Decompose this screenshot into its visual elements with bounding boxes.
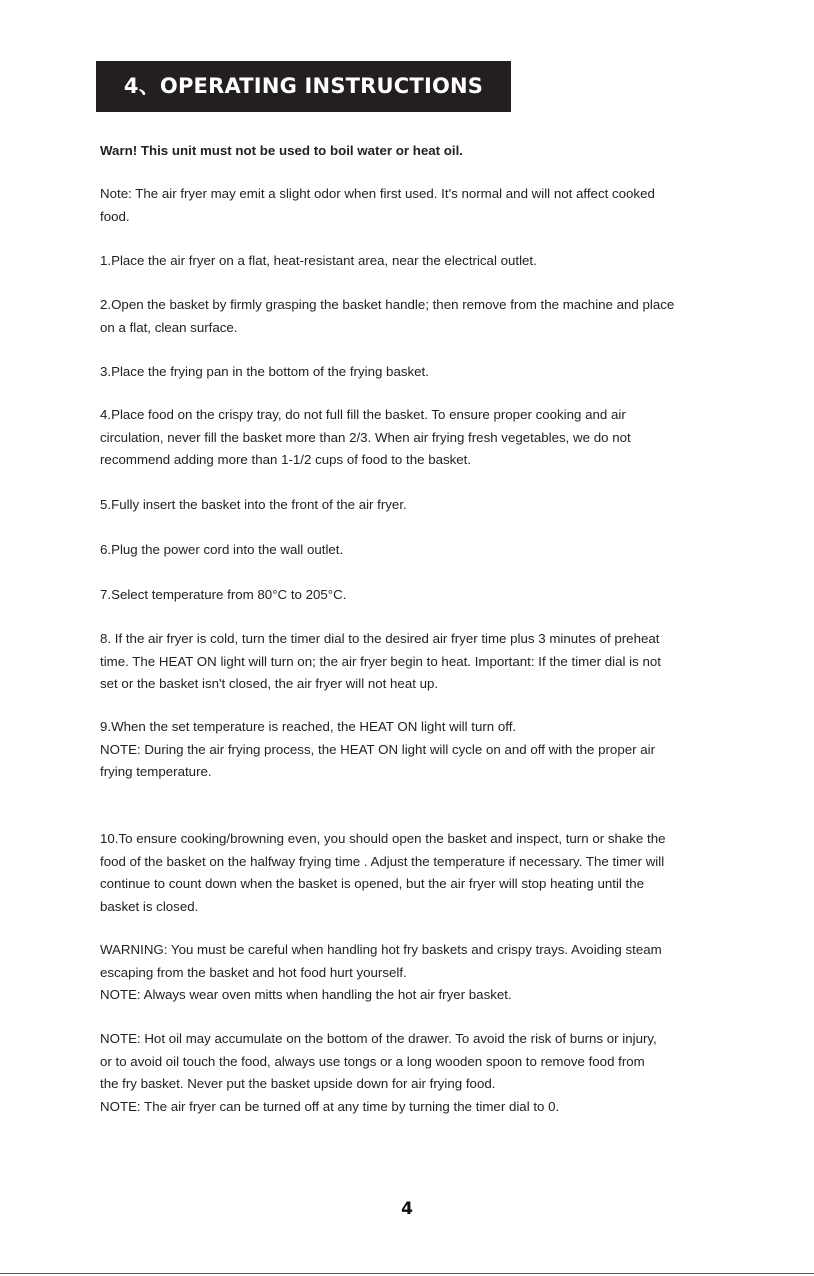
step-8-timer: 8. If the air fryer is cold, turn the timer dial to the desired air fryer time plus 3 minutes of preheat time. The HEAT ON light will turn on; the air fryer begin to heat. Important: If the timer dial is not set or the basket isn't closed, the air fryer will not heat up.	[100, 631, 661, 691]
step-2-open-basket: 2.Open the basket by firmly grasping the basket handle; then remove from the machine and place on a flat, clean surface.	[100, 297, 675, 335]
step-9-heat-on-light: 9.When the set temperature is reached, the HEAT ON light will turn off. NOTE: During the air frying process, the HEAT ON light will cycle on and off with the proper air frying temperature.	[100, 719, 656, 779]
section-title: 4、OPERATING INSTRUCTIONS	[123, 74, 484, 98]
step-4-place-food: 4.Place food on the crispy tray, do not full fill the basket. To ensure proper cooking and air circulation, never fill the basket more than 2/3. When air frying fresh vegetables, we do not recommend adding more than 1-1/2 cups of food to the basket.	[100, 407, 631, 467]
step-7-temperature: 7.Select temperature from 80°C to 205°C.	[100, 587, 347, 602]
step-6-plug-in: 6.Plug the power cord into the wall outlet.	[100, 542, 344, 557]
warning-hot-baskets: WARNING: You must be careful when handling hot fry baskets and crispy trays. Avoiding steam escaping from the basket and hot food hurt yourself. NOTE: Always wear oven mitts when handling the hot air fryer basket.	[100, 942, 662, 1002]
warning-boil-water: Warn! This unit must not be used to boil water or heat oil.	[100, 143, 463, 158]
section-heading	[96, 61, 511, 112]
bottom-divider	[0, 1273, 814, 1274]
note-odor: Note: The air fryer may emit a slight odor when first used. It's normal and will not affect cooked food.	[100, 186, 655, 224]
note-hot-oil: NOTE: Hot oil may accumulate on the bottom of the drawer. To avoid the risk of burns or injury, or to avoid oil touch the food, always use tongs or a long wooden spoon to remove food from the fry basket. Never put the basket upside down for air frying food. NOTE: The air fryer can be turned off at any time by turning the timer dial to 0.	[100, 1031, 657, 1114]
step-1-placement: 1.Place the air fryer on a flat, heat-resistant area, near the electrical outlet.	[100, 253, 537, 268]
step-3-frying-pan: 3.Place the frying pan in the bottom of the frying basket.	[100, 364, 429, 379]
step-10-shake-basket: 10.To ensure cooking/browning even, you should open the basket and inspect, turn or shake the food of the basket on the halfway frying time . Adjust the temperature if necessary. The timer will continue to count down when the basket is opened, but the air fryer will stop heating until the basket is closed.	[100, 831, 666, 914]
step-5-insert-basket: 5.Fully insert the basket into the front of the air fryer.	[100, 497, 407, 512]
page-number: 4	[401, 1199, 413, 1219]
